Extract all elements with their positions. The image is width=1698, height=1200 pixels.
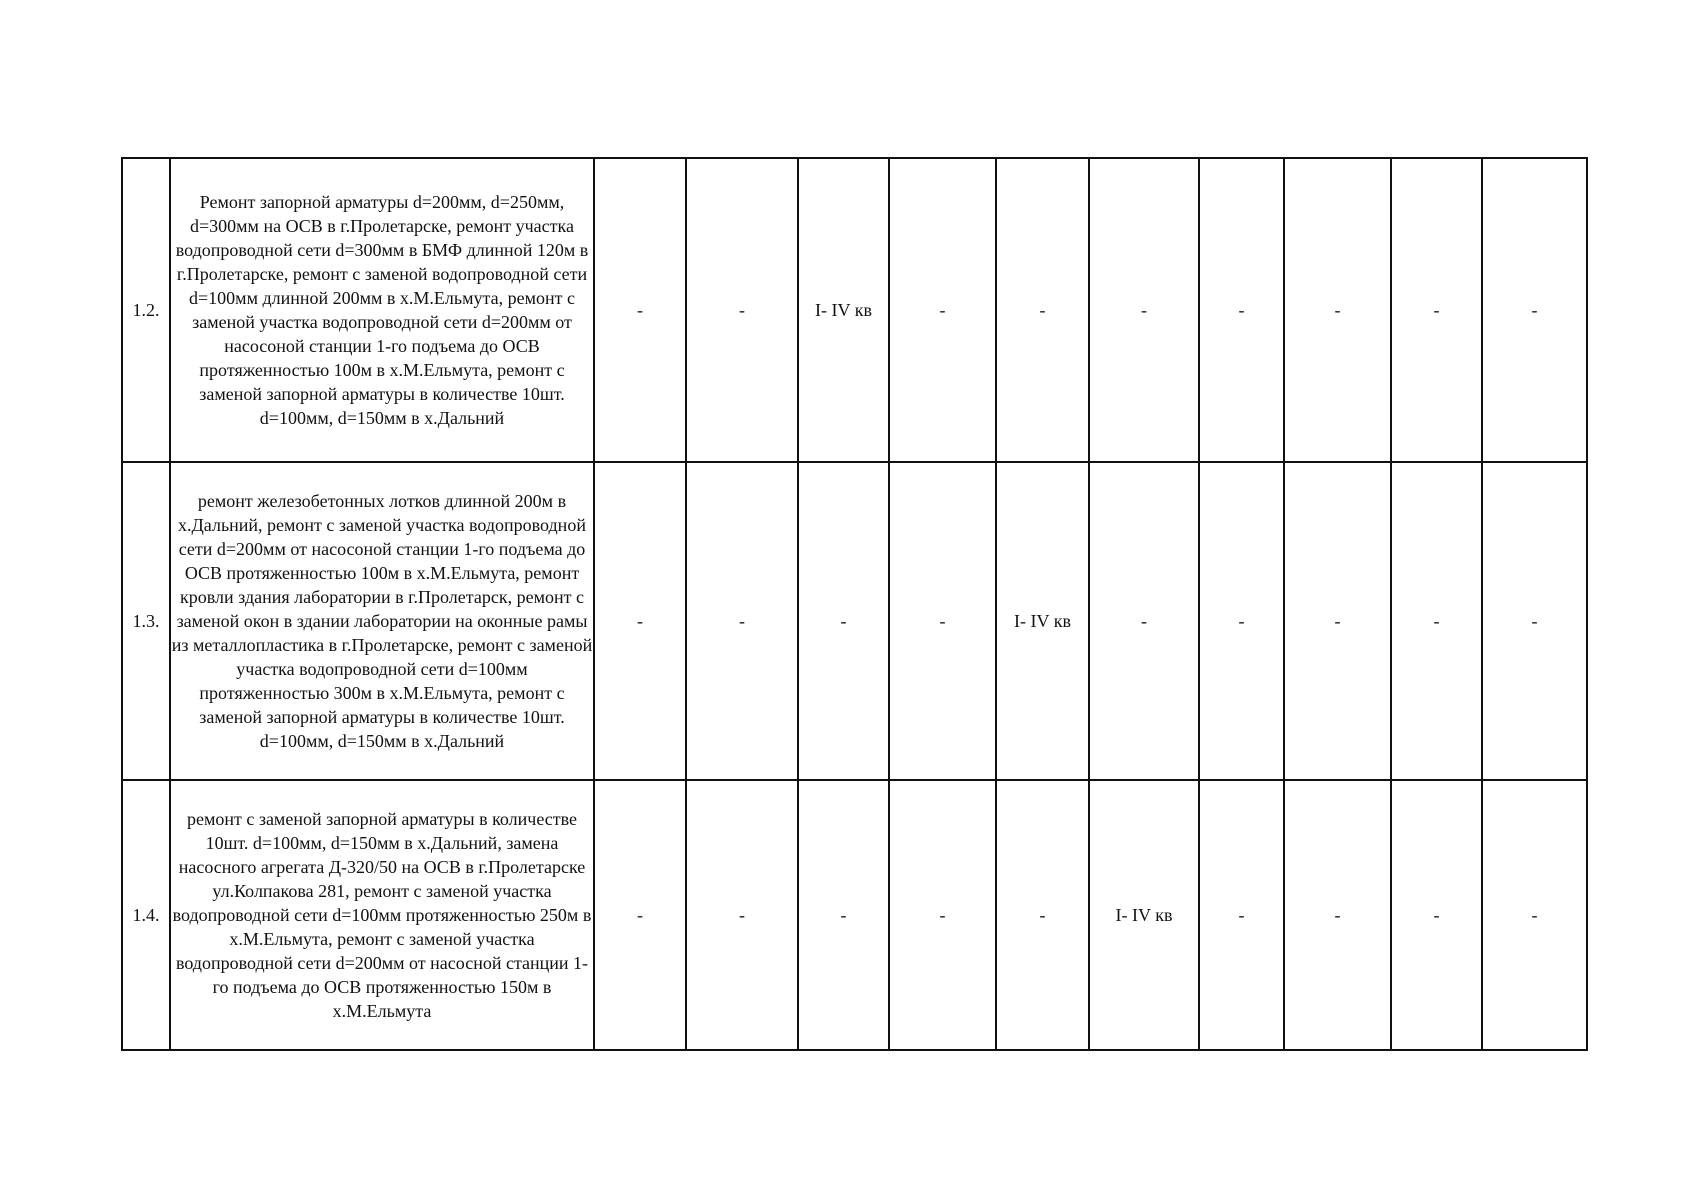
period-cell: - xyxy=(1391,158,1482,462)
period-cell: I- IV кв xyxy=(996,462,1089,780)
period-cell: - xyxy=(1391,462,1482,780)
period-cell: - xyxy=(996,158,1089,462)
row-number: 1.4. xyxy=(122,780,170,1050)
period-cell: - xyxy=(1089,158,1199,462)
period-cell: - xyxy=(1391,780,1482,1050)
work-description: ремонт железобетонных лотков длинной 200м в х.Дальний, ремонт с заменой участка водопроводной сети d=200мм от насосоной станции 1-го подъема до ОСВ протяженностью 100м в х.М.Ельмута, ремонт кровли здания лаборатории в г.Пролетарск, ремонт с заменой окон в здании лаборатории на оконные рамы из металлопластика в г.Пролетарске, ремонт с заменой участка водопроводной сети d=100мм протяженностью 300м в х.М.Ельмута, ремонт с заменой запорной арматуры в количестве 10шт. d=100мм, d=150мм в х.Дальний xyxy=(170,462,594,780)
period-cell: - xyxy=(1199,780,1284,1050)
period-cell: - xyxy=(1089,462,1199,780)
period-cell: - xyxy=(686,780,798,1050)
period-cell: - xyxy=(1482,462,1587,780)
period-cell: - xyxy=(1284,780,1391,1050)
period-cell: - xyxy=(889,462,996,780)
period-cell: - xyxy=(1199,158,1284,462)
table-row xyxy=(122,158,1587,462)
period-cell: - xyxy=(594,780,686,1050)
row-number: 1.3. xyxy=(122,462,170,780)
period-cell: I- IV кв xyxy=(798,158,889,462)
work-description: Ремонт запорной арматуры d=200мм, d=250мм, d=300мм на ОСВ в г.Пролетарске, ремонт участка водопроводной сети d=300мм в БМФ длинной 120м в г.Пролетарске, ремонт с заменой водопроводной сети d=100мм длинной 200мм в х.М.Ельмута, ремонт с заменой участка водопроводной сети d=200мм от насосоной станции 1-го подъема до ОСВ протяженностью 100м в х.М.Ельмута, ремонт с заменой запорной арматуры в количестве 10шт. d=100мм, d=150мм в х.Дальний xyxy=(170,158,594,462)
table-row xyxy=(122,462,1587,780)
table-row xyxy=(122,780,1587,1050)
period-cell: - xyxy=(594,462,686,780)
period-cell: - xyxy=(686,158,798,462)
period-cell: - xyxy=(996,780,1089,1050)
period-cell: - xyxy=(1199,462,1284,780)
period-cell: - xyxy=(594,158,686,462)
period-cell: - xyxy=(1284,462,1391,780)
period-cell: - xyxy=(798,780,889,1050)
period-cell: - xyxy=(1482,780,1587,1050)
period-cell: - xyxy=(686,462,798,780)
period-cell: I- IV кв xyxy=(1089,780,1199,1050)
repair-schedule-table xyxy=(121,157,1588,1051)
period-cell: - xyxy=(1284,158,1391,462)
work-description: ремонт с заменой запорной арматуры в количестве 10шт. d=100мм, d=150мм в х.Дальний, замена насосного агрегата Д-320/50 на ОСВ в г.Пролетарске ул.Колпакова 281, ремонт с заменой участка водопроводной сети d=100мм протяженностью 250м в х.М.Ельмута, ремонт с заменой участка водопроводной сети d=200мм от насосной станции 1-го подъема до ОСВ протяженностью 150м в х.М.Ельмута xyxy=(170,780,594,1050)
period-cell: - xyxy=(889,780,996,1050)
row-number: 1.2. xyxy=(122,158,170,462)
period-cell: - xyxy=(1482,158,1587,462)
period-cell: - xyxy=(798,462,889,780)
period-cell: - xyxy=(889,158,996,462)
